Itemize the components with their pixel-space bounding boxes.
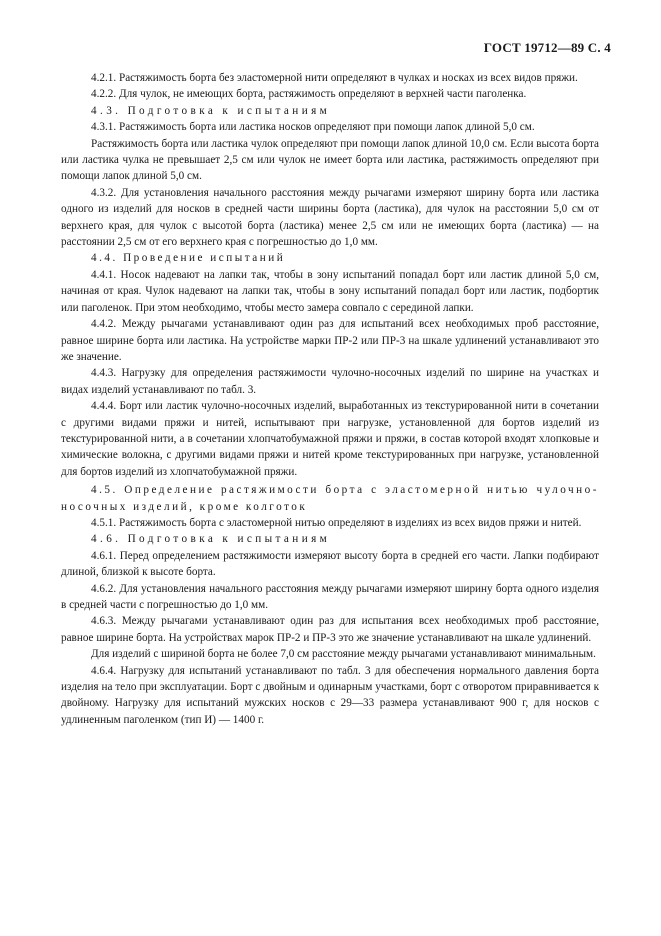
document-body <box>61 70 599 728</box>
paragraph-4-6-2: 4.6.2. Для установления начального расстояния между рычагами измеряют ширину борта одного изделия в средней части с погрешностью до 1,0 мм. <box>61 582 599 611</box>
paragraph-4-3-1: 4.3.1. Растяжимость борта или ластика носков определяют при помощи лапок длиной 5,0 см. <box>91 121 535 134</box>
section-heading-4-5: 4.5. Определение растяжимости борта с эластомерной нитью чулочно-носочных изделий, кроме колготок <box>61 484 599 513</box>
paragraph-4-3-2: 4.3.2. Для установления начального расстояния между рычагами измеряют ширину борта или ластика одного из изделий для носков в средней части ширины борта (ластика), для чулок на расстоянии 5,0 см от верхнего края, для чулок с высотой борта (ластика) менее 2,5 см или не имеющих борта (ластика) — на расстоянии 2,5 см от его верхнего края с погрешностью до 1,0 мм. <box>61 186 599 249</box>
paragraph-4-4-3: 4.4.3. Нагрузку для определения растяжимости чулочно-носочных изделий по ширине на участках и видах изделий устанавливают по табл. 3. <box>61 367 599 396</box>
page-header: ГОСТ 19712—89 С. 4 <box>483 40 611 55</box>
paragraph-4-4-4: 4.4.4. Борт или ластик чулочно-носочных изделий, выработанных из текстурированной нити в сочетании с другими видами пряжи и нитей, испытывают при нагрузке, установленной для бортов изделий из текстурированной нити, а в сочетании хлопчатобумажной пряжи и пряжи, в состав которой входят хлопковые и химические волокна, с другими видами пряжи и нитей кроме текстурированных при нагрузке, установленной для бортов изделий из хлопчатобумажной пряжи. <box>61 400 599 478</box>
section-heading-4-3: 4.3. Подготовка к испытаниям <box>91 104 331 117</box>
paragraph-4-4-2: 4.4.2. Между рычагами устанавливают один раз для испытаний всех необходимых проб расстояние, равное ширине борта или ластика. На устройстве марки ПР-2 или ПР-3 на шкале удлинений устанавливают это же значение. <box>61 318 599 363</box>
paragraph-4-6-4: 4.6.4. Нагрузку для испытаний устанавливают по табл. 3 для обеспечения нормального давления борта изделия на тело при эксплуатации. Борт с двойным и одинарным участками, борт с отворотом приравнивается к двойному. Нагрузку для испытаний мужских носков с 29—33 размера устанавливают 900 г, для носков с удлиненным паголенком (тип И) — 1400 г. <box>61 664 599 726</box>
paragraph-4-2-1: 4.2.1. Растяжимость борта без эластомерной нити определяют в чулках и носках из всех видов пряжи. <box>91 72 578 84</box>
paragraph-4-5-1: 4.5.1. Растяжимость борта с эластомерной нитью определяют в изделиях из всех видов пряжи и нитей. <box>91 516 582 529</box>
section-heading-4-6: 4.6. Подготовка к испытаниям <box>91 533 331 546</box>
paragraph-4-6-3-cont: Для изделий с шириной борта не более 7,0 см расстояние между рычагами устанавливают минимальным. <box>91 648 596 661</box>
paragraph-4-6-3: 4.6.3. Между рычагами устанавливают один раз для испытания всех необходимых проб расстояние, равное ширине борта. На устройствах марок ПР-2 и ПР-3 это же значение устанавливают на шкале удлинений. <box>61 615 599 644</box>
paragraph-4-6-1: 4.6.1. Перед определением растяжимости измеряют высоту борта в средней его части. Лапки подбирают длиной, близкой к высоте борта. <box>61 549 599 579</box>
section-heading-4-4: 4.4. Проведение испытаний <box>91 252 286 265</box>
paragraph-4-2-2: 4.2.2. Для чулок, не имеющих борта, растяжимость определяют в верхней части паголенка. <box>91 88 527 101</box>
paragraph-4-4-1: 4.4.1. Носок надевают на лапки так, чтобы в зону испытаний попадал борт или ластик длиной 5,0 см, начиная от края. Чулок надевают на лапки так, чтобы в зону испытаний попадал борт или ластик, подбортик или паголенок. При этом необходимо, чтобы место замера совпало с серединой лапки. <box>61 268 599 314</box>
paragraph-4-3-1-cont: Растяжимость борта или ластика чулок определяют при помощи лапок длиной 10,0 см. Если высота борта или ластика чулка не превышает 2,5 см или чулок не имеет борта или ластика, растяжимость определяют при помощи лапок длиной 5,0 см. <box>61 137 599 183</box>
